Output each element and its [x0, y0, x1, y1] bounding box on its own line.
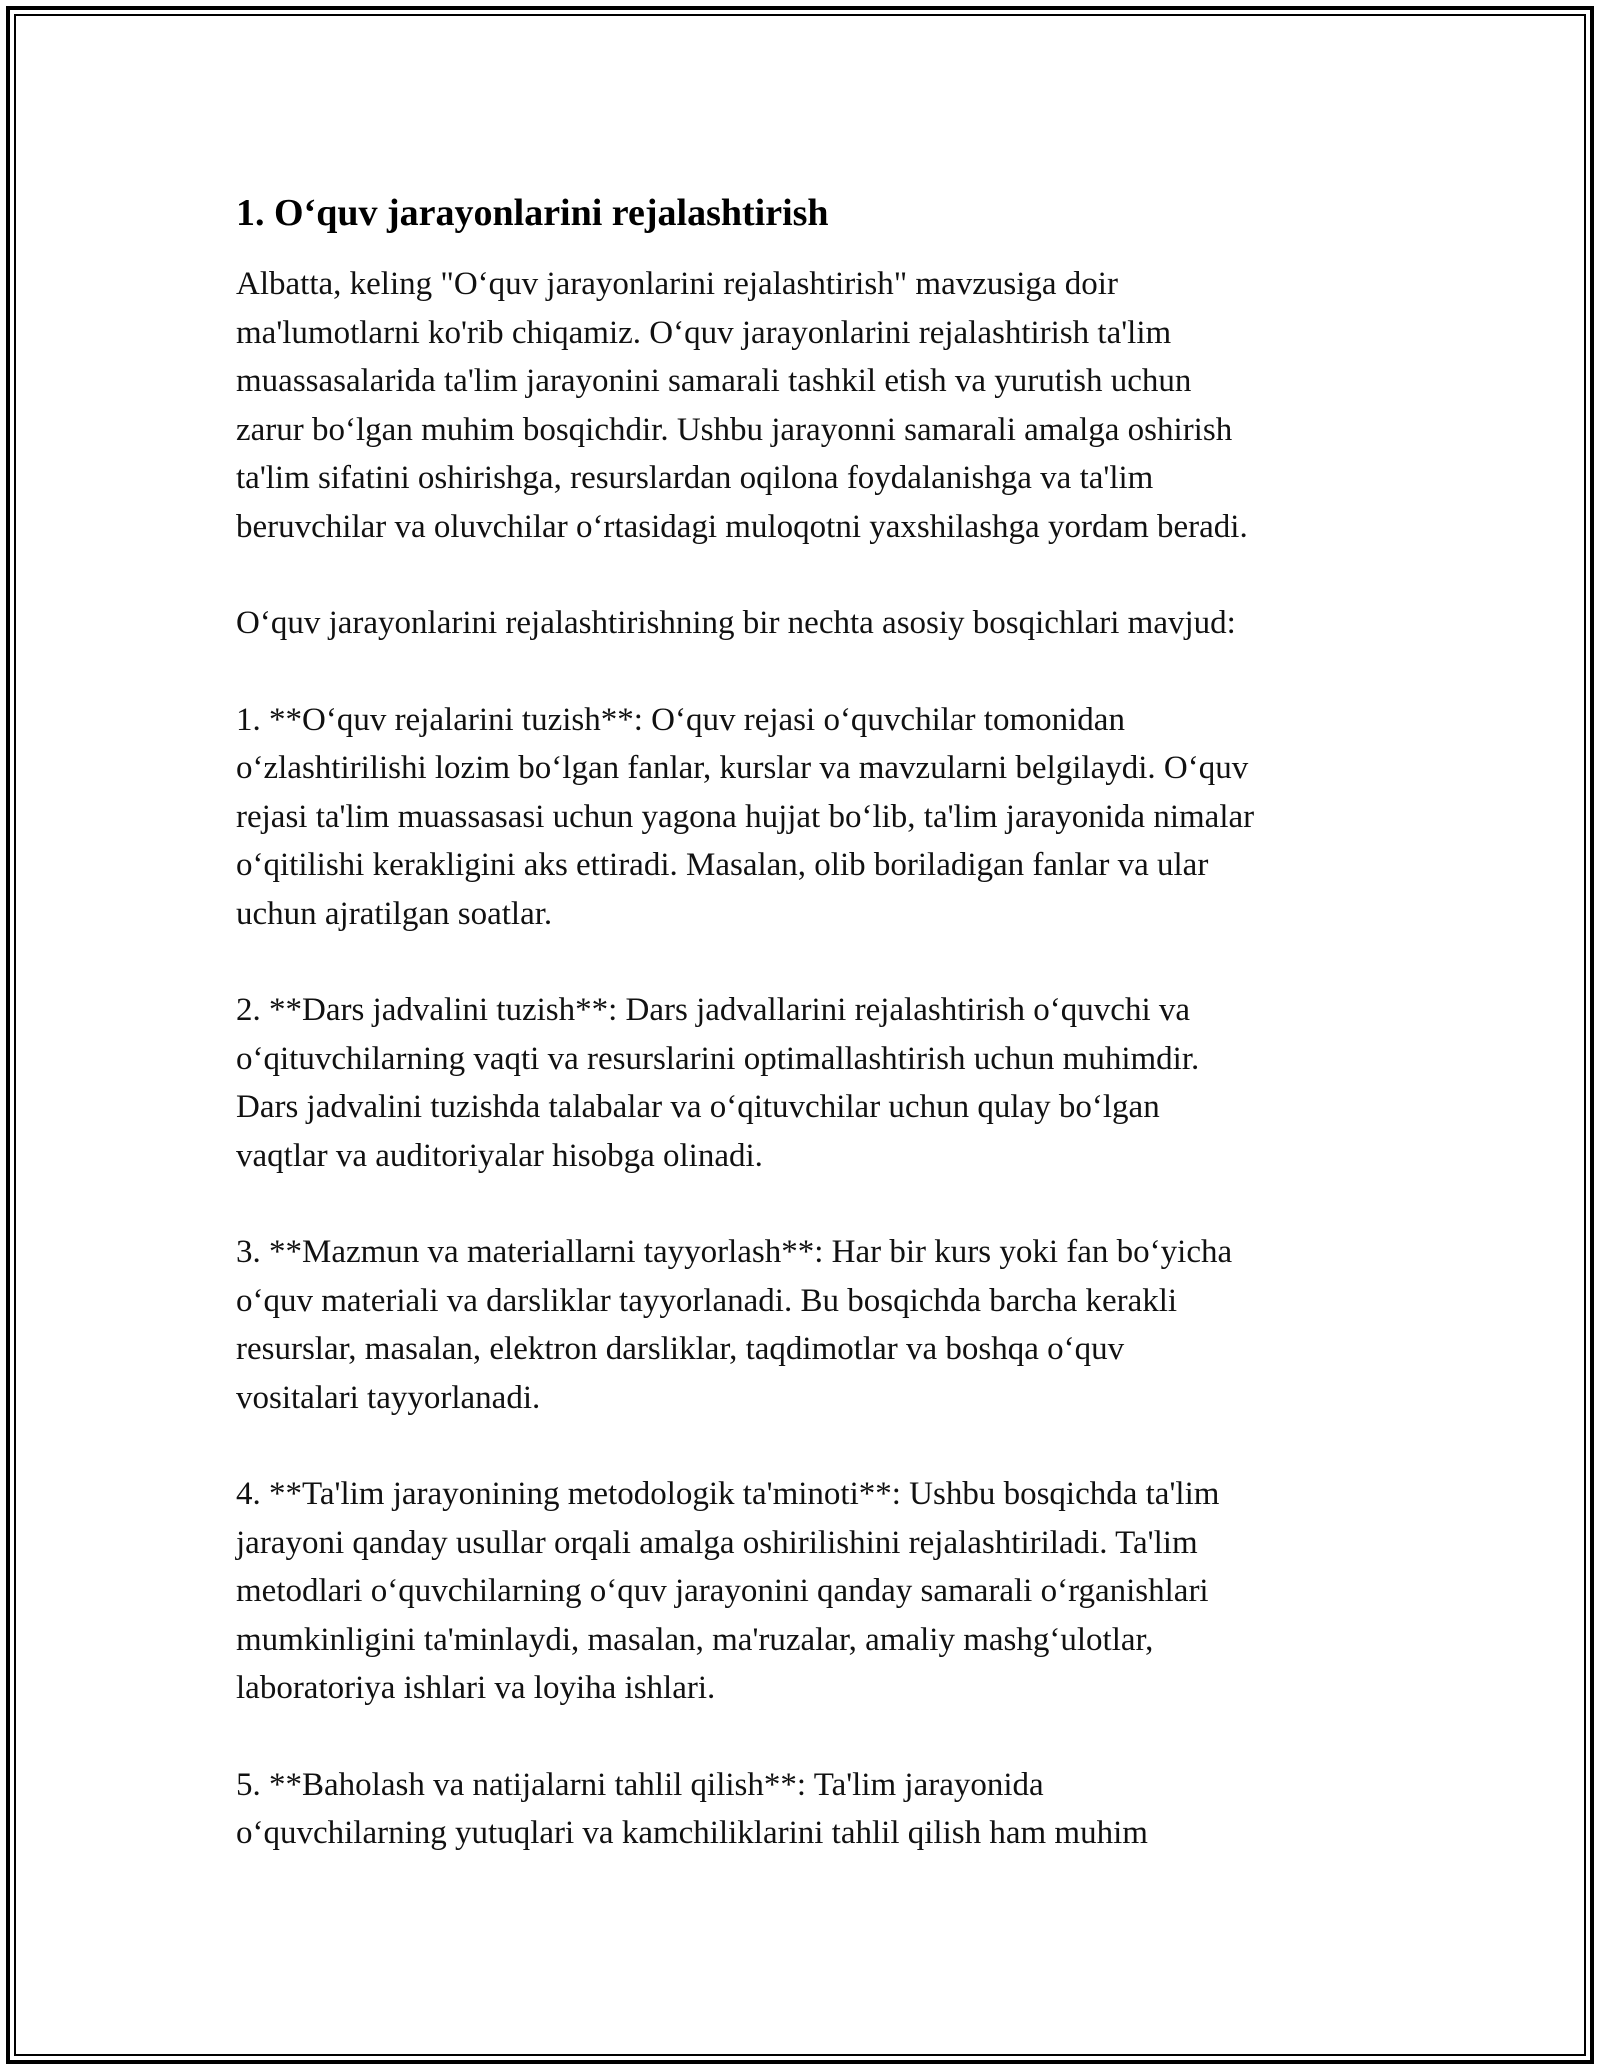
text-line: vaqtlar va auditoriyalar hisobga olinadi. — [236, 1137, 763, 1174]
text-line: 4. **Ta'lim jarayonining metodologik ta'minoti**: Ushbu bosqichda ta'lim — [236, 1476, 1220, 1512]
text-line: mumkinligini ta'minlaydi, masalan, ma'ruzalar, amaliy mashg‘ulotlar, — [236, 1621, 1154, 1658]
paragraph-stage-4 — [236, 1470, 1376, 1713]
document-title: 1. O‘quv jarayonlarini rejalashtirish — [236, 192, 829, 234]
text-line: zarur bo‘lgan muhim bosqichdir. Ushbu jarayonni samarali amalga oshirish — [236, 411, 1233, 448]
text-line: o‘zlashtirilishi lozim bo‘lgan fanlar, kurslar va mavzularni belgilaydi. O‘quv — [236, 750, 1249, 786]
text-line: o‘qitilishi kerakligini aks ettiradi. Masalan, olib boriladigan fanlar va ular — [236, 847, 1209, 883]
text-line: resurslar, masalan, elektron darsliklar, taqdimotlar va boshqa o‘quv — [236, 1331, 1125, 1367]
text-line: laboratoriya ishlari va loyiha ishlari. — [236, 1670, 716, 1706]
paragraph-stage-5 — [236, 1761, 1376, 1858]
text-line: 3. **Mazmun va materiallarni tayyorlash**: Har bir kurs yoki fan bo‘yicha — [236, 1234, 1233, 1270]
text-line: ta'lim sifatini oshirishga, resurslardan oqilona foydalanishga va ta'lim — [236, 460, 1154, 496]
text-line: muassasalarida ta'lim jarayonini samarali tashkil etish va yurutish uchun — [236, 363, 1192, 399]
text-line: vositalari tayyorlanadi. — [236, 1379, 541, 1416]
text-line: 2. **Dars jadvalini tuzish**: Dars jadvallarini rejalashtirish o‘quvchi va — [236, 992, 1191, 1028]
paragraph-stages-intro — [236, 599, 1376, 648]
paragraph-stage-3 — [236, 1228, 1376, 1422]
text-line: Dars jadvalini tuzishda talabalar va o‘qituvchilar uchun qulay bo‘lgan — [236, 1089, 1160, 1125]
text-line: o‘quv materiali va darsliklar tayyorlanadi. Bu bosqichda barcha kerakli — [236, 1282, 1178, 1319]
text-line: o‘qituvchilarning vaqti va resurslarini optimallashtirish uchun muhimdir. — [236, 1040, 1200, 1077]
text-line: rejasi ta'lim muassasasi uchun yagona hujjat bo‘lib, ta'lim jarayonida nimalar — [236, 798, 1255, 835]
text-line: jarayoni qanday usullar orqali amalga oshirilishini rejalashtiriladi. Ta'lim — [236, 1524, 1198, 1561]
document-body — [236, 186, 1376, 1906]
paragraph-stage-2 — [236, 986, 1376, 1180]
text-line: ma'lumotlarni ko'rib chiqamiz. O‘quv jarayonlarini rejalashtirish ta'lim — [236, 314, 1172, 351]
text-line: 1. **O‘quv rejalarini tuzish**: O‘quv rejasi o‘quvchilar tomonidan — [236, 701, 1125, 738]
text-line: beruvchilar va oluvchilar o‘rtasidagi muloqotni yaxshilashga yordam beradi. — [236, 508, 1248, 545]
text-line: metodlari o‘quvchilarning o‘quv jarayonini qanday samarali o‘rganishlari — [236, 1573, 1209, 1609]
text-line: uchun ajratilgan soatlar. — [236, 895, 553, 932]
paragraph-stage-1 — [236, 696, 1376, 939]
text-line: O‘quv jarayonlarini rejalashtirishning bir nechta asosiy bosqichlari mavjud: — [236, 605, 1236, 641]
text-line: 5. **Baholash va natijalarni tahlil qilish**: Ta'lim jarayonida — [236, 1766, 1044, 1803]
text-line: o‘quvchilarning yutuqlari va kamchiliklarini tahlil qilish ham muhim — [236, 1815, 1148, 1851]
paragraph-intro — [236, 260, 1376, 551]
text-line: Albatta, keling "O‘quv jarayonlarini rejalashtirish" mavzusiga doir — [236, 266, 1118, 302]
